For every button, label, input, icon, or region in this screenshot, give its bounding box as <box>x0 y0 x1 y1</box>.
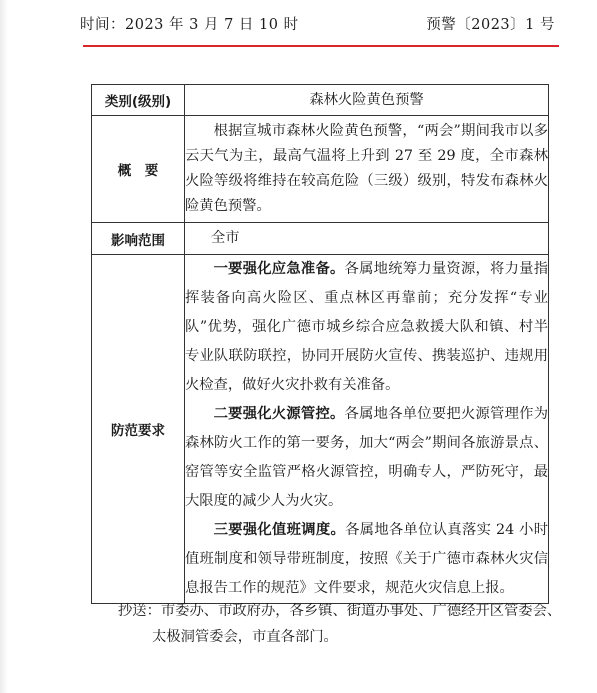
measure-lead-2: 二要强化火源管控。 <box>213 406 345 422</box>
measure-paragraph-2 <box>185 400 548 516</box>
measure-paragraph-1 <box>185 255 548 400</box>
category-label: 类别(级别) <box>92 85 185 116</box>
table-row-scope <box>92 223 549 255</box>
measure-lead-1: 一要强化应急准备。 <box>213 261 345 277</box>
measures-cell <box>185 255 549 604</box>
page-edge-shadow <box>0 0 8 693</box>
warning-table <box>91 84 549 604</box>
scope-value: 全市 <box>185 223 549 255</box>
measure-paragraph-3 <box>185 516 548 603</box>
issue-time: 时间：2023 年 3 月 7 日 10 时 <box>80 16 299 33</box>
summary-cell <box>185 116 549 223</box>
measure-text-3: 各属地各单位认真落实 24 小时值班制度和领导带班制度，按照《关于广德市森林火灾信息报告工作的规范》文件要求，规范火灾信息上报。 <box>185 522 549 596</box>
measure-text-1: 各属地统筹力量资源，将力量指挥装备向高火险区、重点林区再靠前；充分发挥“专业队”优势，强化广德市城乡综合应急救援大队和镇、村半专业队联防联控，协同开展防火宣传、携装巡护、违规用火检查，做好火灾扑救有关准备。 <box>185 261 548 393</box>
warning-number: 预警〔2023〕1 号 <box>426 16 555 33</box>
table-row-measures <box>92 255 549 604</box>
carbon-copy-list <box>118 598 568 650</box>
category-value: 森林火险黄色预警 <box>185 85 549 116</box>
scope-label: 影响范围 <box>92 223 185 255</box>
cc-line-2: 太极洞管委会，市直各部门。 <box>152 629 338 645</box>
cc-line-1: 抄送：市委办、市政府办，各乡镇、街道办事处、广德经开区管委会、 <box>118 603 562 619</box>
table-row-summary <box>92 116 549 223</box>
summary-text: 根据宣城市森林火险黄色预警，“两会”期间我市以多云天气为主，最高气温将上升到 27 至 29 度，全市森林火险等级将维持在较高危险（三级）级别，特发布森林火险黄色预警。 <box>185 123 548 214</box>
table-row-category <box>92 85 549 116</box>
measures-label: 防范要求 <box>92 255 185 604</box>
summary-label: 概 要 <box>92 116 185 223</box>
document-header <box>80 12 555 34</box>
red-divider-rule <box>83 45 559 47</box>
measure-lead-3: 三要强化值班调度。 <box>213 522 346 538</box>
measure-text-2: 各属地各单位要把火源管理作为森林防火工作的第一要务，加大“两会”期间各旅游景点、窑管等安全监管严格火源管控，明确专人，严防死守，最大限度的减少人为火灾。 <box>185 406 548 509</box>
